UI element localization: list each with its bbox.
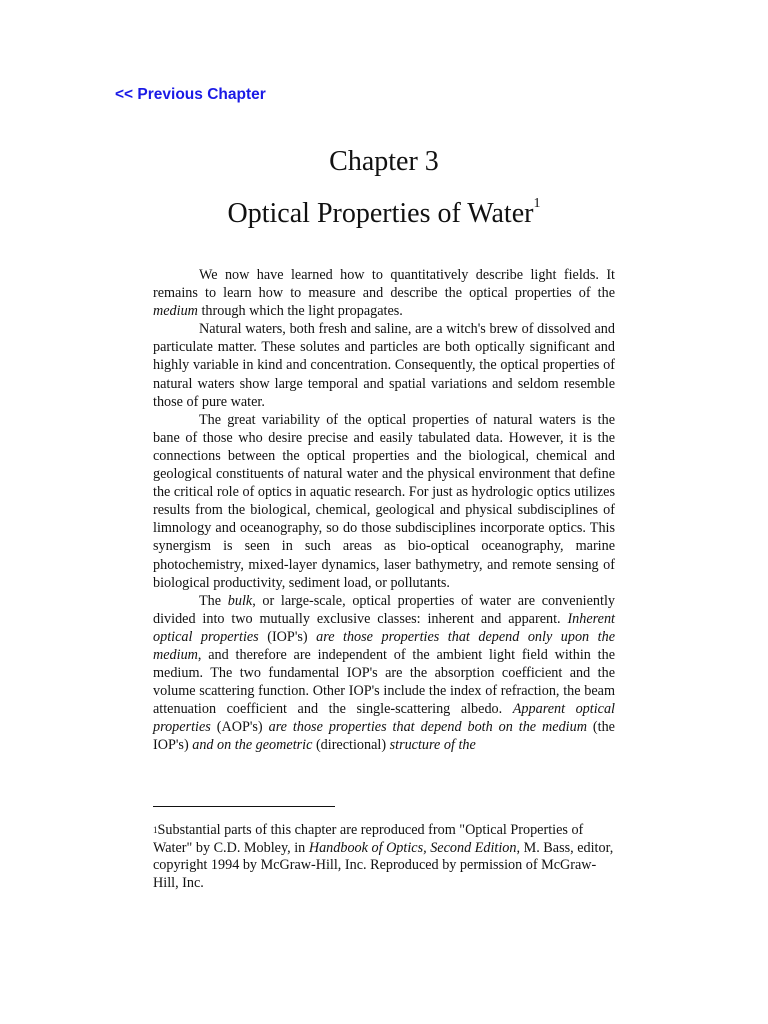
italic-text: Handbook of Optics, Second Edition — [308, 839, 517, 856]
paragraph — [153, 266, 615, 320]
previous-chapter-link[interactable]: << Previous Chapter — [115, 86, 266, 103]
body-text — [153, 266, 615, 755]
paragraph — [153, 320, 615, 410]
italic-text: are those properties that depend both on the medium — [268, 719, 587, 736]
text-run: , and therefore are independent of the ambient light field within the medium. The two fundamental IOP's are the absorption coefficient and the volume scattering function. Other IOP's include the index of refraction, the beam attenuation coefficient and the single-scattering albedo. — [153, 646, 615, 718]
text-run: Natural waters, both fresh and saline, are a witch's brew of dissolved and particulate matter. These solutes and particles are both optically significant and highly variable in kind and concentration. Consequently, the optical properties of natural waters show large temporal and spatial variations and seldom resemble those of pure water. — [153, 321, 615, 410]
italic-text: Inherent optical properties — [153, 610, 615, 645]
chapter-title-text: Optical Properties of Water — [227, 198, 534, 229]
text-run: (IOP's) — [258, 628, 317, 645]
italic-text: and on the geometric — [192, 737, 313, 754]
paragraph — [153, 592, 615, 755]
text-run: Substantial parts of this chapter are reproduced from "Optical Properties of Water" by C.D. Mobley, in — [153, 822, 584, 856]
footnote-text — [153, 822, 613, 891]
italic-text: are those properties that depend only upon the medium — [153, 628, 615, 663]
italic-text: Apparent optical properties — [153, 701, 615, 736]
footnote-divider — [153, 806, 335, 807]
text-run: (the IOP's) — [153, 719, 615, 754]
chapter-number: Chapter 3 — [329, 146, 439, 177]
text-run: , M. Bass, editor, copyright 1994 by McGraw-Hill, Inc. Reproduced by permission of McGraw-Hill, Inc. — [153, 839, 614, 891]
title-footnote-marker: 1 — [533, 196, 541, 211]
text-run: , or large-scale, optical properties of water are conveniently divided into two mutually exclusive classes: inherent and apparent. — [153, 592, 615, 627]
italic-text: structure of the — [389, 737, 476, 754]
italic-text: medium — [153, 303, 198, 320]
text-run: (AOP's) — [210, 719, 269, 736]
text-run: We now have learned how to quantitatively describe light fields. It remains to learn how to measure and describe the optical properties of the — [153, 267, 615, 302]
footnote-marker: 1 — [153, 825, 158, 835]
italic-text: bulk — [227, 592, 253, 609]
paragraph — [153, 411, 615, 592]
text-run: through which the light propagates. — [197, 303, 403, 320]
chapter-title — [0, 198, 768, 230]
text-run: The great variability of the optical properties of natural waters is the bane of those who desire precise and easily tabulated data. However, it is the connections between the optical properties and the biological, chemical and geological constituents of natural water and the physical environment that define the critical role of optics in aquatic research. For just as hydrologic optics utilizes results from the biological, chemical, geological and physical subdisciplines of limnology and oceanography, so do those subdisciplines incorporate optics. This synergism is seen in such areas as bio-optical oceanography, marine photochemistry, mixed-layer dynamics, laser bathymetry, and remote sensing of biological productivity, sediment load, or pollutants. — [153, 411, 615, 591]
footnote — [153, 822, 615, 892]
text-run: The — [199, 592, 228, 609]
text-run: (directional) — [312, 737, 390, 754]
